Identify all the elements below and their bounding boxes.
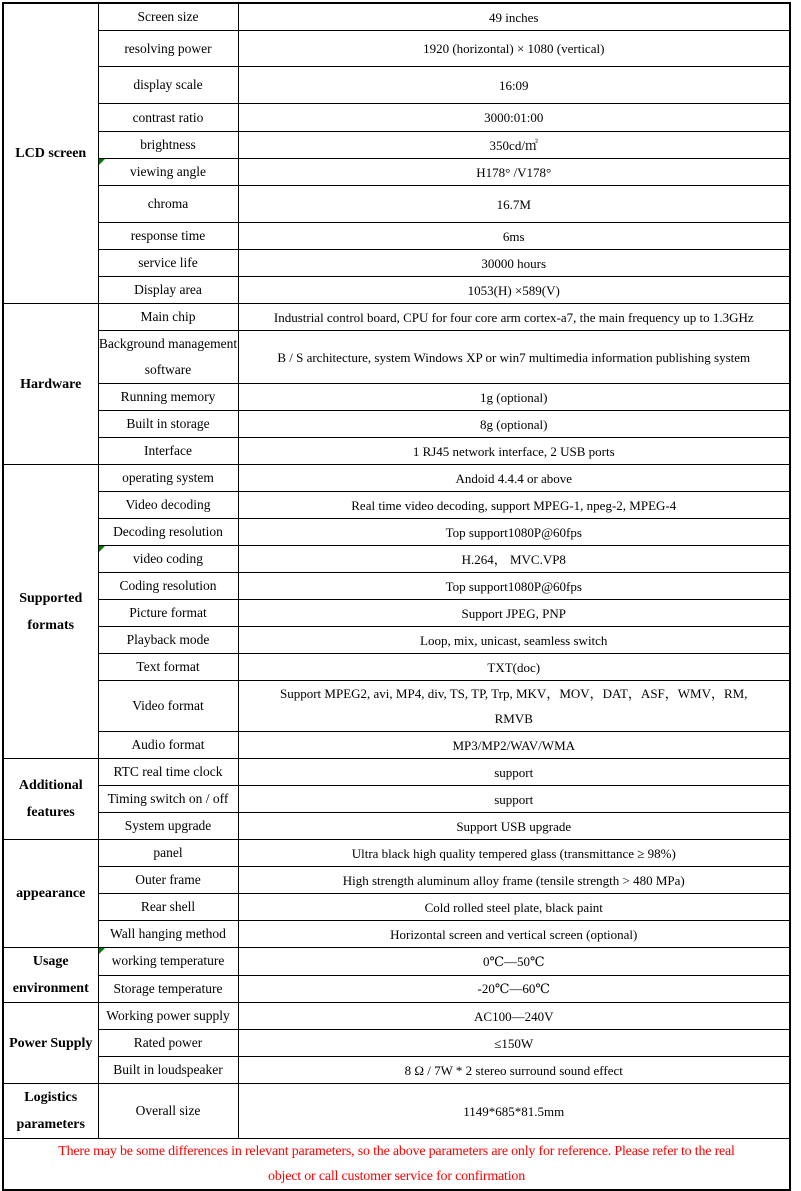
spec-sheet xyxy=(0,2,801,1184)
section-label-cell xyxy=(3,840,98,948)
param-value: 1g (optional) xyxy=(479,389,548,405)
disclaimer-line: There may be some differences in relevant parameters, so the above parameters are only for reference. Please refer to the real xyxy=(58,1144,735,1159)
table-row xyxy=(3,132,790,159)
param-value-cell xyxy=(238,546,790,573)
param-value-cell xyxy=(238,600,790,627)
param-name: display scale xyxy=(133,77,203,92)
param-name: Screen size xyxy=(137,9,199,24)
param-value: Industrial control board, CPU for four core arm cortex-a7, the main frequency up to 1.3GHz xyxy=(273,309,754,325)
section-label: Usage environment xyxy=(12,954,89,996)
param-value-cell xyxy=(238,681,790,732)
param-value: Support USB upgrade xyxy=(456,818,572,834)
param-name-cell xyxy=(98,948,238,976)
param-name-cell xyxy=(98,627,238,654)
excel-marker-icon xyxy=(99,159,105,165)
param-value-cell xyxy=(238,519,790,546)
table-row xyxy=(3,223,790,250)
table-row xyxy=(3,840,790,867)
spec-table xyxy=(2,2,791,1191)
param-value: 8g (optional) xyxy=(479,416,548,432)
param-value-cell xyxy=(238,1084,790,1139)
table-row xyxy=(3,573,790,600)
param-value: 1 RJ45 network interface, 2 USB ports xyxy=(412,443,615,459)
table-row xyxy=(3,277,790,304)
param-name: Main chip xyxy=(140,309,196,324)
param-name: brightness xyxy=(140,137,196,152)
param-value: support xyxy=(494,764,534,780)
param-name-cell xyxy=(98,519,238,546)
param-value-cell xyxy=(238,304,790,331)
table-row xyxy=(3,519,790,546)
param-name: Video format xyxy=(132,698,204,713)
param-value-cell xyxy=(238,159,790,186)
param-value-cell xyxy=(238,277,790,304)
param-name: Video decoding xyxy=(125,497,211,512)
table-row xyxy=(3,627,790,654)
table-row xyxy=(3,921,790,948)
spec-table-body xyxy=(3,3,790,1190)
param-value: 16.7M xyxy=(496,196,531,212)
param-name-cell xyxy=(98,132,238,159)
param-value: 6ms xyxy=(502,228,525,244)
param-name: Outer frame xyxy=(135,872,201,887)
param-name: Audio format xyxy=(131,737,205,752)
param-name-cell xyxy=(98,759,238,786)
param-value: TXT(doc) xyxy=(487,659,541,675)
section-label: Additional features xyxy=(18,778,83,820)
param-value-cell xyxy=(238,573,790,600)
table-row xyxy=(3,186,790,223)
section-label-cell xyxy=(3,304,98,465)
table-row xyxy=(3,1030,790,1057)
param-name: working temperature xyxy=(111,953,225,969)
param-value-cell xyxy=(238,31,790,67)
param-value-cell xyxy=(238,732,790,759)
section-label: Hardware xyxy=(20,376,82,392)
param-value: 16:09 xyxy=(498,77,529,93)
param-value: Top support1080P@60fps xyxy=(445,524,582,540)
table-row xyxy=(3,159,790,186)
param-value-cell xyxy=(238,786,790,813)
param-name: Display area xyxy=(134,282,202,297)
table-row xyxy=(3,411,790,438)
param-value: H.264， MVC.VP8 xyxy=(461,551,566,567)
table-row xyxy=(3,250,790,277)
param-name-cell xyxy=(98,438,238,465)
param-value: ≤150W xyxy=(494,1035,534,1051)
param-value: Real time video decoding, support MPEG-1, npeg-2, MPEG-4 xyxy=(351,497,677,513)
param-name-cell xyxy=(98,159,238,186)
param-name-cell xyxy=(98,654,238,681)
param-name-cell xyxy=(98,681,238,732)
param-name-cell xyxy=(98,894,238,921)
param-name-cell xyxy=(98,331,238,384)
param-name-cell xyxy=(98,223,238,250)
param-name-cell xyxy=(98,786,238,813)
section-label-cell xyxy=(3,1084,98,1139)
section-label-cell xyxy=(3,759,98,840)
param-name: Playback mode xyxy=(126,632,210,647)
param-name: Interface xyxy=(144,443,192,458)
param-value-cell xyxy=(238,813,790,840)
param-name: chroma xyxy=(147,196,189,211)
param-value: Horizontal screen and vertical screen (optional) xyxy=(390,926,638,942)
param-value-cell xyxy=(238,3,790,31)
table-row xyxy=(3,465,790,492)
param-value-line: Support MPEG2, avi, MP4, div, TS, TP, Trp, MKV，MOV，DAT，ASF，WMV，RM, xyxy=(280,686,748,701)
table-row xyxy=(3,1057,790,1084)
param-name-cell xyxy=(98,1003,238,1030)
param-value-cell xyxy=(238,331,790,384)
section-label-cell xyxy=(3,948,98,1003)
param-value: support xyxy=(494,791,534,807)
disclaimer xyxy=(3,1139,790,1191)
param-value-cell xyxy=(238,104,790,132)
table-row xyxy=(3,3,790,31)
table-row xyxy=(3,492,790,519)
param-value-cell xyxy=(238,492,790,519)
param-name-cell xyxy=(98,104,238,132)
param-name-cell xyxy=(98,732,238,759)
param-name-cell xyxy=(98,840,238,867)
param-name-cell xyxy=(98,411,238,438)
param-name: Background management software xyxy=(98,336,238,377)
table-row xyxy=(3,67,790,104)
param-name: Overall size xyxy=(135,1103,201,1118)
param-name: Wall hanging method xyxy=(110,926,226,941)
table-row xyxy=(3,681,790,732)
param-value-cell xyxy=(238,894,790,921)
param-name: response time xyxy=(130,228,206,243)
param-value: B / S architecture, system Windows XP or win7 multimedia information publishing system xyxy=(277,349,751,365)
param-value-cell xyxy=(238,1003,790,1030)
param-value: 49 inches xyxy=(489,9,539,25)
param-value-cell xyxy=(238,438,790,465)
param-value: 30000 hours xyxy=(481,255,547,271)
param-name-cell xyxy=(98,67,238,104)
param-name: contrast ratio xyxy=(132,109,204,125)
param-value: Andoid 4.4.4 or above xyxy=(455,470,573,486)
table-row xyxy=(3,438,790,465)
param-value-line: RMVB xyxy=(494,711,533,726)
param-name-cell xyxy=(98,465,238,492)
param-value: 0℃—50℃ xyxy=(482,953,545,969)
section-label: Supported formats xyxy=(19,590,83,633)
param-value-cell xyxy=(238,384,790,411)
param-value-cell xyxy=(238,411,790,438)
section-label: LCD screen xyxy=(15,146,87,161)
param-value: 1920 (horizontal) × 1080 (vertical) xyxy=(423,41,605,56)
param-value-cell xyxy=(238,186,790,223)
table-row xyxy=(3,546,790,573)
param-name-cell xyxy=(98,186,238,223)
table-row xyxy=(3,331,790,384)
table-row xyxy=(3,384,790,411)
param-name: Decoding resolution xyxy=(113,524,223,539)
param-value: MP3/MP2/WAV/WMA xyxy=(452,737,576,753)
param-value-cell xyxy=(238,67,790,104)
table-row xyxy=(3,31,790,67)
param-name: System upgrade xyxy=(124,818,212,833)
param-value: H178° /V178° xyxy=(476,164,552,180)
table-row xyxy=(3,759,790,786)
param-value-cell xyxy=(238,867,790,894)
param-name-cell xyxy=(98,1084,238,1139)
param-value-cell xyxy=(238,250,790,277)
param-name-cell xyxy=(98,1030,238,1057)
param-value-cell xyxy=(238,465,790,492)
param-value: High strength aluminum alloy frame (tensile strength > 480 MPa) xyxy=(342,872,685,888)
param-value-cell xyxy=(238,975,790,1003)
param-name: Running memory xyxy=(120,389,216,404)
param-name: Text format xyxy=(136,659,200,674)
param-value-cell xyxy=(238,1057,790,1084)
param-value-cell xyxy=(238,627,790,654)
param-name: resolving power xyxy=(124,40,212,56)
param-name-cell xyxy=(98,492,238,519)
param-name-cell xyxy=(98,813,238,840)
param-value-cell xyxy=(238,223,790,250)
table-row xyxy=(3,948,790,976)
table-row xyxy=(3,867,790,894)
param-value: Support JPEG, PNP xyxy=(461,605,566,621)
param-value: 1149*685*81.5mm xyxy=(463,1103,565,1119)
table-row xyxy=(3,1139,790,1191)
section-label-cell xyxy=(3,3,98,304)
param-name: Rear shell xyxy=(140,899,196,914)
table-row xyxy=(3,304,790,331)
param-name: viewing angle xyxy=(129,164,207,179)
param-value-cell xyxy=(238,948,790,976)
param-name: RTC real time clock xyxy=(113,764,223,779)
param-name-cell xyxy=(98,3,238,31)
param-name: Built in loudspeaker xyxy=(113,1062,223,1077)
param-name-cell xyxy=(98,304,238,331)
table-row xyxy=(3,813,790,840)
section-label-cell xyxy=(3,1003,98,1084)
table-row xyxy=(3,732,790,759)
section-label-cell xyxy=(3,465,98,759)
param-name-cell xyxy=(98,31,238,67)
param-name-cell xyxy=(98,277,238,304)
table-row xyxy=(3,894,790,921)
param-value: Top support1080P@60fps xyxy=(445,578,582,594)
param-value-cell xyxy=(238,921,790,948)
param-name-cell xyxy=(98,600,238,627)
table-row xyxy=(3,1084,790,1139)
param-name: operating system xyxy=(122,470,214,485)
disclaimer-line: object or call customer service for confirmation xyxy=(267,1169,526,1184)
param-name-cell xyxy=(98,250,238,277)
param-name-cell xyxy=(98,573,238,600)
param-name-cell xyxy=(98,546,238,573)
param-name: service life xyxy=(138,255,198,270)
table-row xyxy=(3,1003,790,1030)
param-name-cell xyxy=(98,921,238,948)
param-value: AC100—240V xyxy=(474,1008,554,1024)
excel-marker-icon xyxy=(99,546,105,552)
param-name-cell xyxy=(98,1057,238,1084)
param-value: -20℃—60℃ xyxy=(477,981,550,997)
param-value-cell xyxy=(238,840,790,867)
section-label: Power Supply xyxy=(9,1035,93,1051)
param-name: panel xyxy=(153,845,183,860)
param-value-cell xyxy=(238,132,790,159)
param-value: Ultra black high quality tempered glass (transmittance ≥ 98%) xyxy=(351,845,676,861)
param-value: Cold rolled steel plate, black paint xyxy=(424,899,603,915)
table-row xyxy=(3,600,790,627)
section-label: Logistics parameters xyxy=(16,1090,85,1132)
section-label: appearance xyxy=(16,886,86,901)
param-value: Loop, mix, unicast, seamless switch xyxy=(420,632,608,648)
table-row xyxy=(3,786,790,813)
param-name: video coding xyxy=(132,551,204,566)
param-name-cell xyxy=(98,975,238,1003)
excel-marker-icon xyxy=(99,948,105,954)
param-name: Rated power xyxy=(133,1035,203,1050)
param-name: Coding resolution xyxy=(119,578,217,593)
param-value: 3000:01:00 xyxy=(484,110,544,125)
param-name: Picture format xyxy=(129,605,207,620)
param-value: 1053(H) ×589(V) xyxy=(467,282,560,298)
param-name: Built in storage xyxy=(126,416,210,431)
param-value: 8 Ω / 7W * 2 stereo surround sound effect xyxy=(404,1062,623,1078)
param-name-cell xyxy=(98,867,238,894)
table-row xyxy=(3,654,790,681)
param-value-cell xyxy=(238,1030,790,1057)
param-name: Working power supply xyxy=(106,1008,230,1023)
table-row xyxy=(3,104,790,132)
table-row xyxy=(3,975,790,1003)
param-name: Storage temperature xyxy=(113,980,223,996)
param-value-cell xyxy=(238,654,790,681)
param-value-cell xyxy=(238,759,790,786)
param-value: 350cd/㎡ xyxy=(489,137,538,153)
param-name-cell xyxy=(98,384,238,411)
param-name: Timing switch on / off xyxy=(107,791,229,806)
